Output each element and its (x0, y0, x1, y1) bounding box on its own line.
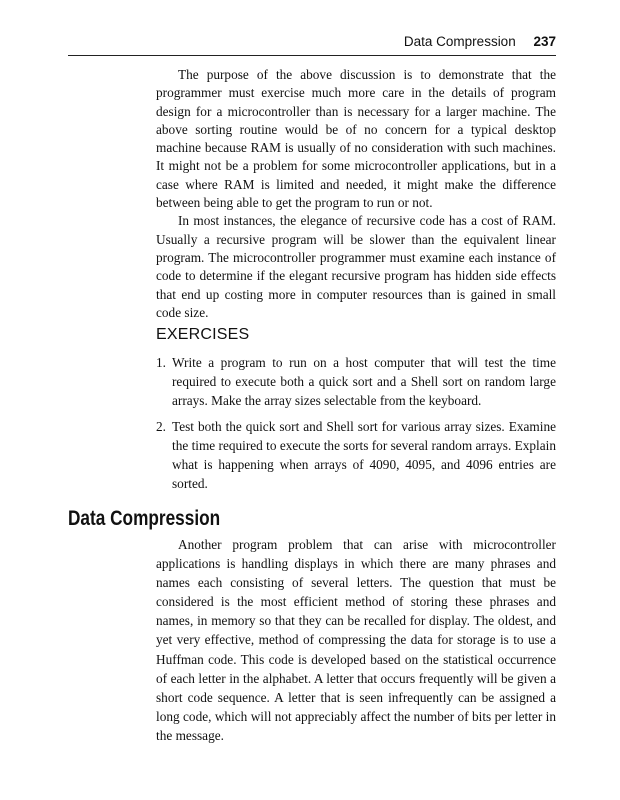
exercise-item (156, 353, 556, 410)
page-number: 237 (533, 34, 556, 49)
section-paragraph: Another program problem that can arise with microcontroller applications is handling displays in which there are many phrases and names each consisting of several letters. The question that must be considered is the most efficient method of storing these phrases and names, in memory so that they can be recalled for display. The oldest, and yet very effective, method of compressing the data for storage is to use a Huffman code. This code is developed based on the statistical occurrence of each letter in the alphabet. A letter that occurs frequently will be given a short code sequence. A letter that is seen infrequently can be assigned a long code, which will not appreciably affect the number of bits per letter in the message. (156, 537, 556, 743)
intro-paragraph: The purpose of the above discussion is to demonstrate that the programmer must exercise much more care in the details of program design for a microcontroller than is necessary for a larger machine. The above sorting routine would be of no concern for a typical desktop machine because RAM is usually of no consideration with such machines. It might not be a problem for some microcontroller applications, but in a case where RAM is limited and needed, it might make the difference between being able to get the program to run or not. (156, 67, 556, 211)
running-title: Data Compression (403, 34, 516, 49)
exercises-heading: EXERCISES (156, 326, 250, 343)
section-heading: Data Compression (68, 507, 221, 530)
section-text-block (156, 535, 556, 745)
exercise-text: Write a program to run on a host computer that will test the time required to execute both a quick sort and a Shell sort on random large arrays. Make the array sizes selectable from the keyboard. (172, 355, 556, 408)
running-header (68, 34, 556, 49)
intro-paragraph: In most instances, the elegance of recursive code has a cost of RAM. Usually a recursive program will be slower than the equivalent linear program. The microcontroller programmer must examine each instance of code to determine if the elegant recursive program has hidden side effects that end up costing more in computer resources than is gained in small code size. (156, 213, 556, 320)
header-rule (68, 55, 556, 56)
exercise-item (156, 417, 556, 493)
exercise-list (156, 353, 556, 493)
intro-text-block (156, 66, 556, 322)
exercise-number: 2. (156, 419, 166, 434)
exercise-number: 1. (156, 355, 166, 370)
exercise-text: Test both the quick sort and Shell sort for various array sizes. Examine the time required to execute the sorts for several random arrays. Explain what is happening when arrays of 4090, 4095, and 4096 entries are sorted. (172, 419, 556, 491)
